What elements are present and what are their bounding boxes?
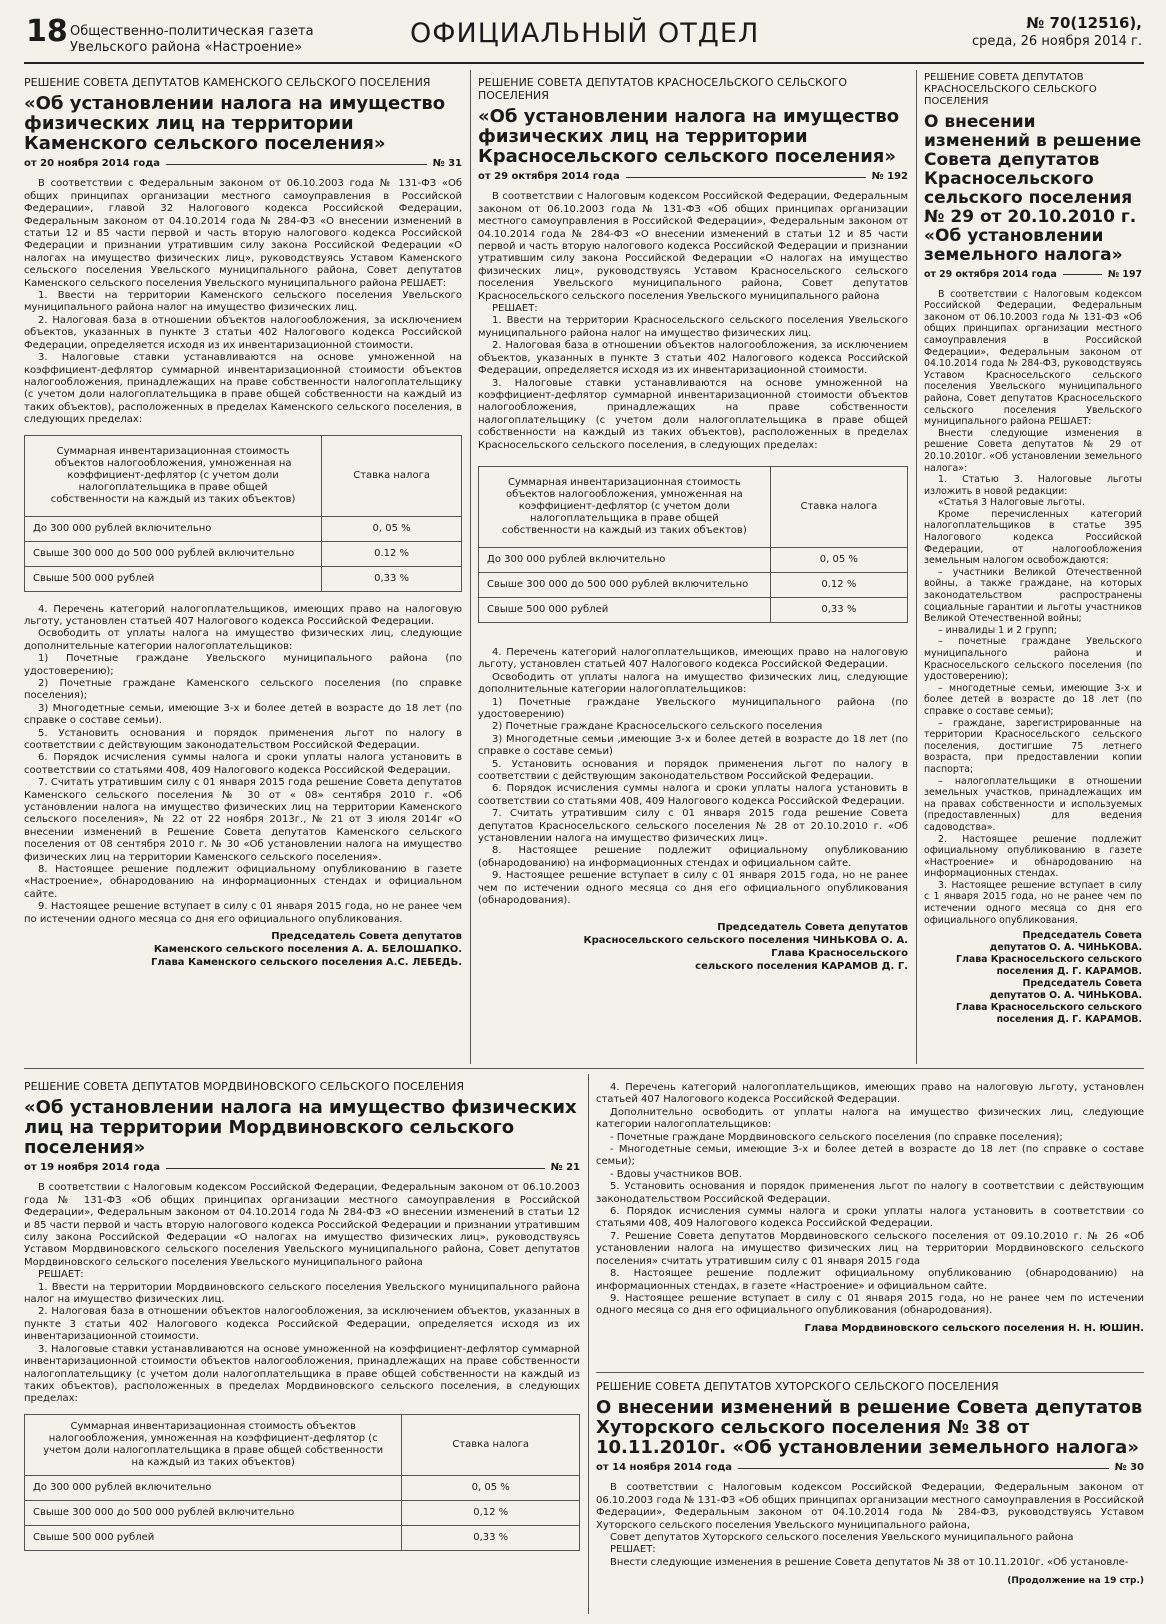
paragraph: Освободить от уплаты налога на имущество физических лиц, следующие дополнительные категории налогоплательщиков: xyxy=(24,628,462,652)
table-cell: Свыше 300 000 до 500 000 рублей включительно xyxy=(479,572,771,597)
decision-date-line xyxy=(596,1462,1144,1474)
decision-number: № 21 xyxy=(550,1162,580,1173)
table-cell: До 300 000 рублей включительно xyxy=(25,516,322,541)
paragraph: «Статья 3 Налоговые льготы. xyxy=(938,497,1085,509)
table-header-cell: Ставка налога xyxy=(402,1414,580,1475)
article-body xyxy=(24,178,462,926)
table-cell: До 300 000 рублей включительно xyxy=(479,547,771,572)
article-kicker: РЕШЕНИЕ СОВЕТА ДЕПУТАТОВ КРАСНОСЕЛЬСКОГО СЕЛЬСКОГО ПОСЕЛЕНИЯ xyxy=(924,72,1097,107)
table-row xyxy=(25,1414,580,1475)
signature-block: Председатель Совета депутатов Красносельского сельского поселения ЧИНЬКОВА О. А. Глава Красносельского сельского поселения КАРАМОВ Д. Г. xyxy=(583,922,908,973)
section-divider xyxy=(24,1068,1144,1069)
table-row xyxy=(25,516,462,541)
issue-date: среда, 26 ноября 2014 г. xyxy=(972,34,1142,49)
paragraph: Совет депутатов Хуторского сельского поселения Увельского муниципального района xyxy=(610,1532,1074,1544)
table-cell: 0,33 % xyxy=(770,597,907,622)
decision-date: от 29 октября 2014 года xyxy=(478,171,620,182)
article-kicker: РЕШЕНИЕ СОВЕТА ДЕПУТАТОВ ХУТОРСКОГО СЕЛЬСКОГО ПОСЕЛЕНИЯ xyxy=(596,1380,999,1393)
article-mordvinovskoe xyxy=(24,1080,580,1563)
paragraph: – почетные граждане Увельского муниципального района и Красносельского сельского поселения (по удостоверению); xyxy=(924,636,1142,683)
paragraph: 9. Настоящее решение вступает в силу с 01 января 2015 года, но не ранее чем по истечении одного месяца со дня его официального опубликования (обнародования). xyxy=(596,1292,1144,1317)
paragraph: 2. Налоговая база в отношении объектов налогообложения, за исключением объектов, указанных в пункте 3 статьи 402 Налогового кодекса Российской Федерации, определяется исходя из их инвентаризационной стоимости. xyxy=(24,314,462,351)
paragraph: 4. Перечень категорий налогоплательщиков, имеющих право на налоговую льготу, установлен статьей 407 Налогового кодекса Российской Федерации. xyxy=(24,603,462,627)
article-title: О внесении изменений в решение Совета депутатов Красносельского сельского поселения № 29 от 20.10.2010 г. «Об установлении земельного налога» xyxy=(924,112,1142,265)
table-cell: 0.12 % xyxy=(770,572,907,597)
table-cell: До 300 000 рублей включительно xyxy=(25,1475,402,1500)
table-cell: Свыше 300 000 до 500 000 рублей включительно xyxy=(25,1500,402,1525)
table-header-cell: Суммарная инвентаризационная стоимость объектов налогообложения, умноженная на коэффициент-дефлятор (с учетом доли налогоплательщика в праве общей собственности на каждый из таких объектов) xyxy=(25,1414,402,1475)
article-body xyxy=(24,1182,580,1550)
paragraph: В соответствии с Налоговым кодексом Российской Федерации, Федеральным законом от 06.10.2003 года № 131-ФЗ «Об общих принципах организации местного самоуправления в Российской Федерации», Федеральным законом от 04.10.2014 года № 284-ФЗ, руководствуясь Уставом Красносельского сельского поселения Увельского муниципального района, Совет депутатов Красносельского сельского поселения Увельского муниципального района РЕШАЕТ: xyxy=(924,288,1142,428)
decision-date-line xyxy=(924,269,1142,281)
paragraph: 6. Порядок исчисления суммы налога и сроки уплаты налога установить в соответствии со статьями 408, 409 Налогового кодекса Российской Федерации. xyxy=(24,752,462,776)
table-row xyxy=(25,435,462,516)
paragraph: В соответствии с Налоговым кодексом Российской Федерации, Федеральным законом от 06.10.2003 года № 131-ФЗ «Об общих принципах организации местного самоуправления в Российской Федерации», Федеральным законом от 04.10.2014 года № 284-ФЗ «О внесении изменений в статьи 12 и 85 части первой и часть вторую налогового кодекса Российской Федерации и признании утратившим силу закона Российской Федерации «О налогах на имущество физических лиц», руководствуясь Уставом Красносельского сельского поселения Увельского муниципального района, Совет депутатов Красносельского сельского поселения Увельского муниципального района xyxy=(478,191,908,302)
article-title: «Об установлении налога на имущество физических лиц на территории Красносельского сельского поселения» xyxy=(478,106,900,167)
column-divider xyxy=(916,70,917,1064)
paragraph: 7. Считать утратившим силу с 01 января 2015 года решение Совета депутатов Каменского сельского поселения № 30 от « 08» сентября 2010 г. «Об установлении налога на имущество физических лиц на территории Каменского сельского поселения», № 22 от 22 ноября 2013г., № 21 от 3 июля 2014г «О внесении изменений в Решение Совета депутатов Каменского сельского поселения от 08 сентября 2010 г. № 30 «Об установлении налога на имущество физических лиц на территории Каменского сельского поселения». xyxy=(24,777,462,863)
article-body xyxy=(478,191,908,907)
paragraph: 6. Порядок исчисления суммы налога и сроки уплаты налога установить в соответствии со статьями 408, 409 Налогового кодекса Российской Федерации. xyxy=(478,783,908,807)
decision-date: от 19 ноября 2014 года xyxy=(24,1162,161,1173)
paragraph: 8. Настоящее решение подлежит официальному опубликованию в газете «Настроение», обнародованию на информационных стендах и официальном сайте. xyxy=(24,864,462,900)
paragraph: 1) Почетные граждане Увельского муниципального района (по удостоверению) xyxy=(478,696,908,720)
paragraph: 7. Считать утратившим силу с 01 января 2015 года решение Совета депутатов Красносельского сельского поселения № 28 от 20.10.2010 г. «Об установлении налога на имущество физических лиц». xyxy=(478,808,908,845)
paragraph: 3. Налоговые ставки устанавливаются на основе умноженной на коэффициент-дефлятор суммарной инвентаризационной стоимости объектов налогообложения, принадлежащих на праве собственности налогоплательщику (с учетом доли налогоплательщика в праве общей собственности на каждый из таких объектов), расположенных в пределах Мордвиновского сельского поселения, в следующих пределах: xyxy=(24,1343,580,1405)
section-title: ОФИЦИАЛЬНЫЙ ОТДЕЛ xyxy=(410,18,760,49)
table-row xyxy=(25,1525,580,1550)
article-khutorskoe xyxy=(596,1380,1144,1588)
tax-rate-table xyxy=(478,466,908,623)
paragraph: РЕШАЕТ: xyxy=(610,1544,656,1556)
signature-block: Председатель Совета депутатов Каменского сельского поселения А. А. БЕЛОШАПКО. Глава Каменского сельского поселения А.С. ЛЕБЕДЬ. xyxy=(151,931,462,969)
paragraph: 2) Почетные граждане Каменского сельского поселения (по справке поселения); xyxy=(24,677,462,702)
decision-number: № 30 xyxy=(1114,1462,1144,1473)
article-body xyxy=(596,1482,1144,1569)
paragraph: – многодетные семьи, имеющие 3-х и более детей в возрасте до 18 лет (по справке о составе семьи); xyxy=(924,682,1142,717)
article-kicker: РЕШЕНИЕ СОВЕТА ДЕПУТАТОВ МОРДВИНОВСКОГО СЕЛЬСКОГО ПОСЕЛЕНИЯ xyxy=(24,1080,465,1093)
table-row xyxy=(25,541,462,566)
paragraph: 4. Перечень категорий налогоплательщиков, имеющих право на налоговую льготу, установлен статьей 407 Налогового кодекса Российской Федерации. xyxy=(478,646,908,671)
article-mordvinovskoe-continued xyxy=(596,1082,1144,1335)
paragraph: 3. Налоговые ставки устанавливаются на основе умноженной на коэффициент-дефлятор суммарной инвентаризационной стоимости объектов налогообложения, принадлежащих на праве собственности налогоплательщику (с учетом доли налогоплательщика в праве общей собственности на каждый из таких объектов), расположенных в пределах Красносельского сельского поселения, в следующих пределах: xyxy=(478,377,908,451)
article-kicker: РЕШЕНИЕ СОВЕТА ДЕПУТАТОВ КРАСНОСЕЛЬСКОГО СЕЛЬСКОГО ПОСЕЛЕНИЯ xyxy=(478,76,848,102)
paragraph: 3) Многодетные семьи ,имеющие 3-х и более детей в возрасте до 18 лет (по справке о составе семьи) xyxy=(478,733,908,758)
article-krasnoselskoe-land xyxy=(924,72,1142,1026)
paragraph: Внести следующие изменения в решение Совета депутатов № 38 от 10.11.2010г. «Об установле- xyxy=(610,1556,1129,1568)
paragraph: 2. Настоящее решение подлежит официальному опубликованию в газете «Настроение» и обнародованию на информационных стендах. xyxy=(924,833,1142,880)
paragraph: РЕШАЕТ: xyxy=(38,1269,84,1281)
paragraph: – инвалиды 1 и 2 групп; xyxy=(938,624,1057,636)
decision-number: № 197 xyxy=(1107,269,1142,280)
table-header-cell: Суммарная инвентаризационная стоимость объектов налогообложения, умноженная на коэффициент-дефлятор (с учетом доли налогоплательщика в праве общей собственности на каждый из таких объектов) xyxy=(479,466,771,547)
paragraph: Дополнительно освободить от уплаты налога на имущество физических лиц, следующие категории налогоплательщиков: xyxy=(596,1106,1144,1131)
paragraph: - Почетные граждане Мордвиновского сельского поселения (по справке поселения); xyxy=(610,1131,1063,1143)
paragraph: 1. Ввести на территории Мордвиновского сельского поселения Увельского муниципального района налог на имущество физических лиц. xyxy=(24,1281,580,1306)
table-row xyxy=(479,572,908,597)
paragraph: 9. Настоящее решение вступает в силу с 01 января 2015 года, но не ранее чем по истечении одного месяца со дня его официального опубликования (обнародования). xyxy=(478,870,908,907)
decision-date-line xyxy=(478,171,908,183)
paragraph: РЕШАЕТ: xyxy=(492,303,538,315)
table-cell: Свыше 500 000 рублей xyxy=(25,566,322,591)
article-kicker: РЕШЕНИЕ СОВЕТА ДЕПУТАТОВ КАМЕНСКОГО СЕЛЬСКОГО ПОСЕЛЕНИЯ xyxy=(24,76,431,89)
column-divider xyxy=(588,1074,589,1614)
table-row xyxy=(479,547,908,572)
article-krasnoselskoe xyxy=(478,76,908,973)
table-row xyxy=(25,566,462,591)
signature-block: Глава Мордвиновского сельского поселения Н. Н. ЮШИН. xyxy=(804,1322,1144,1334)
paragraph: Внести следующие изменения в решение Совета депутатов № 29 от 20.10.2010г. «Об установлении земельного налога»: xyxy=(924,427,1142,474)
paragraph: В соответствии с Федеральным законом от 06.10.2003 года № 131-ФЗ «Об общих принципах организации местного самоуправления в Российской Федерации», главой 32 Налогового кодекса Российской Федерации, Федеральным законом от 04.10.2014 года № 284-ФЗ «О внесении изменений в статьи 12 и 85 части первой и часть вторую налогового кодекса Российской Федерации и признании утратившим силу закона Российской Федерации «О налогах на имущество физических лиц», руководствуясь Уставом Каменского сельского поселения Увельского муниципального района, Совет депутатов Каменского сельского поселения Увельского муниципального района РЕШАЕТ: xyxy=(24,178,462,289)
paragraph: В соответствии с Налоговым кодексом Российской Федерации, Федеральным законом от 06.10.2003 года № 131-ФЗ «Об общих принципах организации местного самоуправления в Российской Федерации», Федеральным законом от 04.10.2014 года № 284-ФЗ, руководствуясь Уставом Хуторского сельского поселения Увельского муниципального района, xyxy=(596,1482,1144,1531)
table-row xyxy=(479,466,908,547)
decision-date: от 29 октября 2014 года xyxy=(924,269,1057,280)
paragraph: 1. Ввести на территории Каменского сельского поселения Увельского муниципального района налог на имущество физических лиц. xyxy=(24,290,462,314)
paragraph: 3. Настоящее решение вступает в силу с 1 января 2015 года, но не ранее чем по истечении одного месяца со дня его официального опубликования. xyxy=(924,879,1142,926)
table-cell: 0, 05 % xyxy=(770,547,907,572)
paragraph: - Вдовы участников ВОВ. xyxy=(610,1168,742,1180)
article-body xyxy=(596,1082,1144,1318)
paragraph: – налогоплательщики в отношении земельных участков, принадлежащих им на правах собственности и используемых (предоставленных) для ведения садоводства». xyxy=(924,775,1142,833)
decision-date: от 20 ноября 2014 года xyxy=(24,158,161,169)
paragraph: 9. Настоящее решение вступает в силу с 01 января 2015 года, но не ранее чем по истечении одного месяца со дня его официального опубликования. xyxy=(24,901,462,925)
article-title: О внесении изменений в решение Совета депутатов Хуторского сельского поселения № 38 от 10.11.2010г. «Об установлении земельного налога» xyxy=(596,1397,1143,1458)
table-header-cell: Ставка налога xyxy=(770,466,907,547)
paragraph: 2) Почетные граждане Красносельского сельского поселения xyxy=(492,721,823,733)
table-cell: Свыше 500 000 рублей xyxy=(25,1525,402,1550)
paragraph: 2. Налоговая база в отношении объектов налогообложения, за исключением объектов, указанных в пункте 3 статьи 402 Налогового кодекса Российской Федерации, определяется исходя из их инвентаризационной стоимости. xyxy=(24,1306,580,1343)
continuation-note: (Продолжение на 19 стр.) xyxy=(1007,1576,1144,1587)
table-row xyxy=(25,1475,580,1500)
table-cell: 0, 05 % xyxy=(402,1475,580,1500)
decision-date-line xyxy=(24,1162,580,1174)
paragraph: 6. Порядок исчисления суммы налога и сроки уплаты налога установить в соответствии со статьями 408, 409 Налогового кодекса Российской Федерации. xyxy=(596,1206,1144,1230)
signature-block: Председатель Совета депутатов О. А. ЧИНЬКОВА. Глава Красносельского сельского поселения Д. Г. КАРАМОВ. Председатель Совета депутатов О. А. ЧИНЬКОВА. Глава Красносельского сельского поселения Д. Г. КАРАМОВ. xyxy=(956,930,1142,1026)
table-cell: Свыше 500 000 рублей xyxy=(479,597,771,622)
paragraph: В соответствии с Налоговым кодексом Российской Федерации, Федеральным законом от 06.10.2003 года № 131-ФЗ «Об общих принципах организации местного самоуправления в Российской Федерации», Федеральным законом от 04.10.2014 года № 284-ФЗ «О внесении изменений в статьи 12 и 85 части первой и часть вторую налогового кодекса Российской Федерации и признании утратившим силу закона Российской Федерации «О налогах на имущество физических лиц», руководствуясь Уставом Мордвиновского сельского поселения Увельского муниципального района, Совет депутатов Мордвиновского сельского поселения Увельского муниципального района xyxy=(24,1182,580,1268)
table-row xyxy=(25,1500,580,1525)
paragraph: 5. Установить основания и порядок применения льгот по налогу в соответствии с действующим законодательством Российской Федерации. xyxy=(24,727,462,751)
issue-number: № 70(12516), xyxy=(1026,14,1142,32)
tax-rate-table xyxy=(24,435,462,592)
table-header-cell: Суммарная инвентаризационная стоимость объектов налогообложения, умноженная на коэффициент-дефлятор (с учетом доли налогоплательщика в праве общей собственности на каждый из таких объектов) xyxy=(25,435,322,516)
article-body xyxy=(924,289,1142,927)
tax-rate-table xyxy=(24,1414,580,1551)
section-divider xyxy=(596,1372,1144,1373)
paragraph: 1. Ввести на территории Красносельского сельского поселения Увельского муниципального района налог на имущество физических лиц. xyxy=(478,315,908,339)
paragraph: 4. Перечень категорий налогоплательщиков, имеющих право на налоговую льготу, установлен статьей 407 Налогового кодекса Российской Федерации. xyxy=(596,1082,1144,1106)
paragraph: 5. Установить основания и порядок применения льгот по налогу в соответствии с действующим законодательством Российской Федерации. xyxy=(478,758,908,782)
decision-number: № 192 xyxy=(871,171,908,182)
paragraph: 1) Почетные граждане Увельского муниципального района (по удостоверению); xyxy=(24,653,462,677)
paragraph: 3. Налоговые ставки устанавливаются на основе умноженной на коэффициент-дефлятор суммарной инвентаризационной стоимости объектов налогообложения, принадлежащих на праве собственности налогоплательщику (с учетом доли налогоплательщика в праве общей собственности на каждый из таких объектов), расположенных в пределах Каменского сельского поселения, в следующих пределах: xyxy=(24,352,462,426)
paragraph: – участники Великой Отечественной войны, а также граждане, на которых законодательством распространены социальные гарантии и льготы участников Великой Отечественной войны; xyxy=(924,566,1142,625)
newspaper-name: Общественно-политическая газета Увельского района «Настроение» xyxy=(70,24,314,55)
table-header-cell: Ставка налога xyxy=(322,435,462,516)
table-cell: 0,12 % xyxy=(402,1500,580,1525)
article-title: «Об установлении налога на имущество физических лиц на территории Каменского сельского поселения» xyxy=(24,93,446,154)
paragraph: 3) Многодетные семьи, имеющие 3-х и более детей в возрасте до 18 лет (по справке о составе семьи). xyxy=(24,702,462,727)
decision-date-line xyxy=(24,158,462,170)
paragraph: - Многодетные семьи, имеющие 3-х и более детей в возрасте до 18 лет (по справке о составе семьи); xyxy=(596,1144,1144,1168)
paragraph: 1. Статью 3. Налоговые льготы изложить в новой редакции: xyxy=(924,474,1142,497)
table-cell: 0.12 % xyxy=(322,541,462,566)
page-number: 18 xyxy=(26,14,68,49)
column-divider xyxy=(470,70,471,1064)
paragraph: 2. Налоговая база в отношении объектов налогообложения, за исключением объектов, указанных в пункте 3 статьи 402 Налогового кодекса Российской Федерации, определяется исходя из их инвентаризационной стоимости. xyxy=(478,340,908,377)
paragraph: 5. Установить основания и порядок применения льгот по налогу в соответствии с действующим законодательством Российской Федерации. xyxy=(596,1181,1144,1205)
table-cell: 0,33 % xyxy=(402,1525,580,1550)
paragraph: Кроме перечисленных категорий налогоплательщиков в статье 395 Налогового кодекса Российской Федерации, от налогообложения земельным налогом освобождаются: xyxy=(924,508,1142,567)
decision-date: от 14 ноября 2014 года xyxy=(596,1462,733,1473)
paragraph: 8. Настоящее решение подлежит официальному опубликованию (обнародованию) на информационных стендах и официальном сайте. xyxy=(478,845,908,869)
table-row xyxy=(479,597,908,622)
page-header xyxy=(24,8,1144,64)
table-cell: Свыше 300 000 до 500 000 рублей включительно xyxy=(25,541,322,566)
paragraph: 7. Решение Совета депутатов Мордвиновского сельского поселения от 09.10.2010 г. № 26 «Об установлении налога на имущество физических лиц на территории Мордвиновского сельского поселения» считать утратившим силу с 01 января 2015 года xyxy=(596,1230,1144,1267)
paragraph: – граждане, зарегистрированные на территории Красносельского сельского поселения, достигшие 75 летнего возраста, при предоставлении копии паспорта; xyxy=(924,717,1142,775)
article-kamenskoe xyxy=(24,76,462,969)
paragraph: Освободить от уплаты налога на имущество физических лиц, следующие дополнительные категории налогоплательщиков: xyxy=(478,671,908,696)
paragraph: 8. Настоящее решение подлежит официальному опубликованию (обнародованию) на информационных стендах, в газете «Настроение» и официальном сайте. xyxy=(596,1268,1144,1292)
table-cell: 0, 05 % xyxy=(322,516,462,541)
article-title: «Об установлении налога на имущество физических лиц на территории Мордвиновского сельского поселения» xyxy=(24,1097,577,1158)
decision-number: № 31 xyxy=(432,158,462,169)
table-cell: 0,33 % xyxy=(322,566,462,591)
